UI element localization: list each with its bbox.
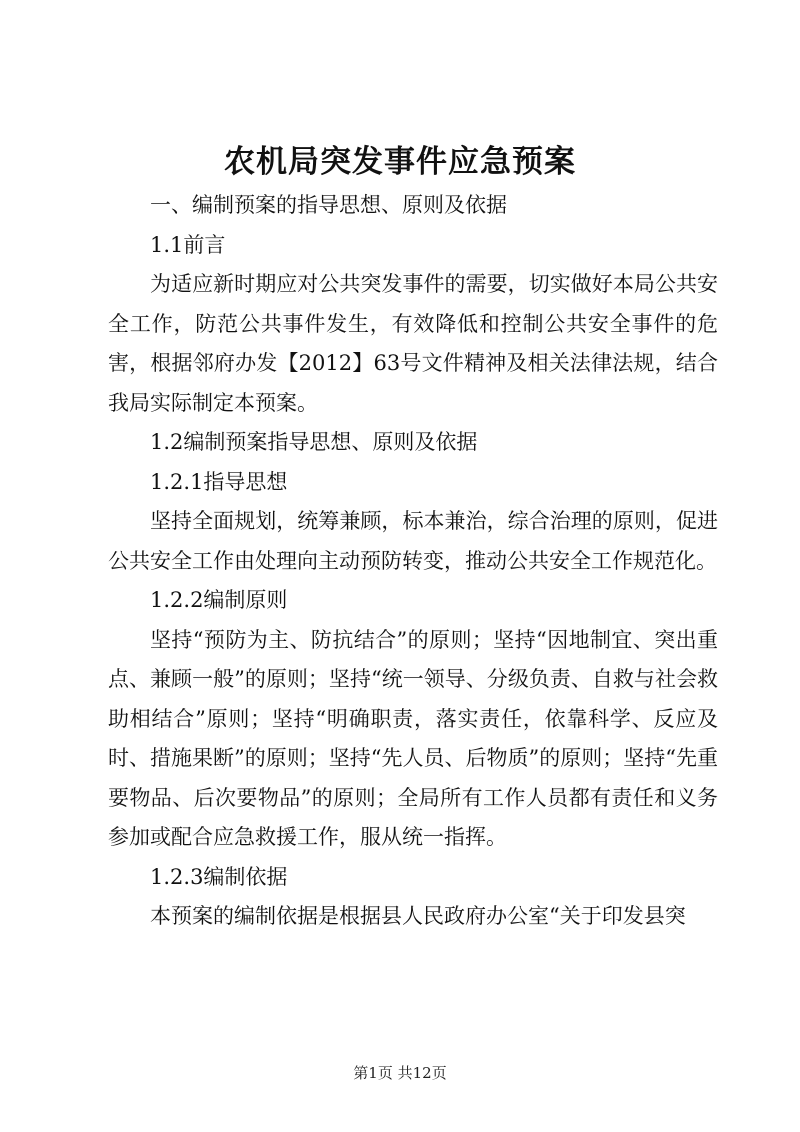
page-footer	[0, 1063, 800, 1083]
subsection-heading-1-2-1: 1.2.1指导思想	[150, 469, 288, 494]
section-heading-1: 一、编制预案的指导思想、原则及依据	[150, 193, 507, 217]
page-total: 共12页	[397, 1064, 447, 1082]
document-title: 农机局突发事件应急预案	[224, 144, 576, 180]
page-number: 第1页	[353, 1064, 393, 1082]
paragraph-principles: 坚持“预防为主、防抗结合”的原则；坚持“因地制宜、突出重点、兼顾一般”的原则；坚持“统一领导、分级负责、自救与社会救助相结合”原则；坚持“明确职责，落实责任，依靠科学、反应及时、措施果断”的原则；坚持“先人员、后物质”的原则；坚持“先重要物品、后次要物品”的原则；全局所有工作人员都有责任和义务参加或配合应急救援工作，服从统一指挥。	[108, 627, 718, 849]
document-body	[108, 186, 718, 937]
paragraph-guiding-ideology: 坚持全面规划，统筹兼顾，标本兼治，综合治理的原则，促进公共安全工作由处理向主动预防转变，推动公共安全工作规范化。	[108, 509, 718, 573]
subsection-heading-1-2-2: 1.2.2编制原则	[150, 588, 288, 612]
subsection-heading-1-1: 1.1前言	[150, 232, 226, 257]
subsection-heading-1-2-3: 1.2.3编制依据	[150, 864, 288, 889]
paragraph-basis: 本预案的编制依据是根据县人民政府办公室“关于印发县突	[150, 904, 686, 928]
subsection-heading-1-2: 1.2编制预案指导思想、原则及依据	[150, 430, 478, 454]
paragraph-preface: 为适应新时期应对公共突发事件的需要，切实做好本局公共安全工作，防范公共事件发生，有效降低和控制公共安全事件的危害，根据邻府办发【2012】63号文件精神及相关法律法规，结合我局实际制定本预案。	[108, 272, 718, 415]
